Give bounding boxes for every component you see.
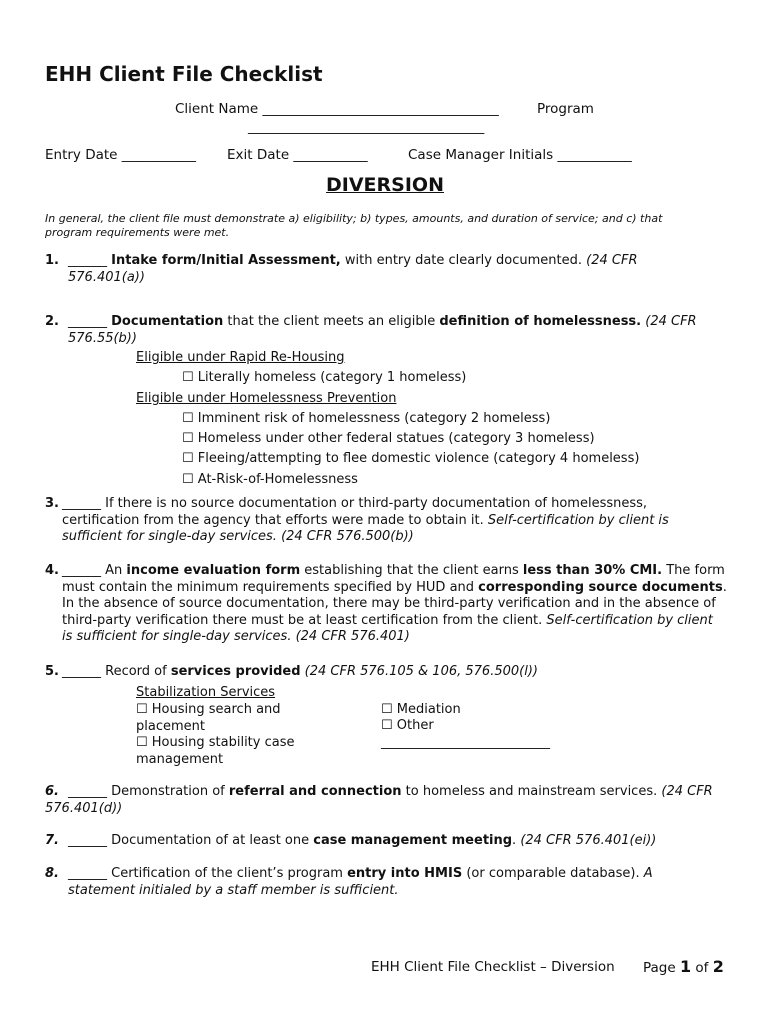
program-label: Program: [537, 101, 594, 117]
homelessness-prevention-label: Eligible under Homelessness Prevention: [136, 391, 397, 406]
item-number: 5.: [45, 664, 59, 679]
page-total: 2: [712, 957, 724, 976]
item-bold-text: Intake form/Initial Assessment,: [111, 253, 341, 268]
item-text: ______ Certification of the client’s program: [68, 866, 348, 881]
domestic-violence-checkbox[interactable]: ☐ Fleeing/attempting to flee domestic violence (category 4 homeless): [182, 451, 640, 466]
item-bold-text-2: less than 30% CMI.: [522, 563, 663, 578]
program-field[interactable]: ___________________________________: [248, 119, 485, 135]
item-citation: (24 CFR 576.55(b)): [68, 314, 697, 346]
item-text-2: establishing that the client earns: [300, 563, 523, 578]
rapid-rehousing-label: Eligible under Rapid Re-Housing: [136, 350, 345, 365]
client-name-field[interactable]: Client Name ___________________________________: [175, 101, 499, 117]
housing-stability-checkbox[interactable]: ☐ Housing stability case management: [136, 735, 295, 767]
page-title: EHH Client File Checklist: [45, 62, 323, 86]
mediation-checkbox[interactable]: ☐ Mediation: [381, 702, 461, 717]
item-text: ______ Demonstration of: [68, 784, 229, 799]
at-risk-checkbox[interactable]: ☐ At-Risk-of-Homelessness: [182, 472, 358, 487]
of-word: of: [695, 960, 709, 976]
item-number: 8.: [45, 866, 59, 881]
stabilization-services-label: Stabilization Services: [136, 685, 276, 700]
exit-date-field[interactable]: Exit Date ___________: [227, 147, 368, 163]
item-bold-text: referral and connection: [228, 784, 402, 799]
imminent-risk-checkbox[interactable]: ☐ Imminent risk of homelessness (category 2 homeless): [182, 411, 551, 426]
item-number: 6.: [45, 784, 59, 799]
item-citation: (24 CFR 576.401(d)): [45, 784, 713, 816]
item-text-4: . In the absence of source documentation, there may be third-party verification and in the absence of third-party verification there must be at least certification from the client.: [62, 579, 727, 628]
item-text-2: to homeless and mainstream services.: [401, 784, 662, 799]
item-bold-text: services provided: [170, 664, 301, 679]
item-text-2: .: [512, 833, 521, 848]
item-text: ______ If there is no source documentation or third-party documentation of homelessness, certification from the agency that efforts were made to obtain it.: [62, 496, 648, 528]
item-text-3: The form must contain the minimum requirements specified by HUD and: [62, 563, 725, 595]
federal-statutes-checkbox[interactable]: ☐ Homeless under other federal statues (category 3 homeless): [182, 431, 595, 446]
section-heading: DIVERSION: [326, 174, 444, 196]
item-italic-text: Self-certification by client is sufficient for single-day services. (24 CFR 576.500(b)): [62, 512, 669, 544]
item-blank[interactable]: ______: [68, 314, 107, 329]
item-blank[interactable]: ______: [68, 253, 107, 268]
item-bold-text-2: definition of homelessness.: [439, 314, 642, 329]
item-bold-text: entry into HMIS: [347, 866, 463, 881]
entry-date-field[interactable]: Entry Date ___________: [45, 147, 197, 163]
footer-page-number: [643, 957, 724, 976]
footer-doc-title: EHH Client File Checklist – Diversion: [371, 959, 615, 975]
item-citation: (24 CFR 576.401(a)): [68, 253, 638, 285]
item-bold-text: Documentation: [111, 314, 224, 329]
item-number: 2.: [45, 314, 59, 329]
page-current: 1: [679, 957, 692, 976]
literally-homeless-checkbox[interactable]: ☐ Literally homeless (category 1 homeless): [182, 370, 467, 385]
item-text: ______ An: [62, 563, 127, 578]
item-text: ______ Documentation of at least one: [68, 833, 314, 848]
other-blank-field[interactable]: __________________________: [381, 735, 550, 750]
item-number: 1.: [45, 253, 59, 268]
item-text: that the client meets an eligible: [223, 314, 440, 329]
case-manager-initials-field[interactable]: Case Manager Initials ___________: [408, 147, 632, 163]
item-italic-text: A statement initialed by a staff member is sufficient.: [68, 866, 653, 898]
item-number: 4.: [45, 563, 59, 578]
item-citation: (24 CFR 576.401(ei)): [520, 833, 657, 848]
item-number: 7.: [45, 833, 59, 848]
other-checkbox[interactable]: ☐ Other: [381, 718, 434, 733]
housing-search-checkbox[interactable]: ☐ Housing search and placement: [136, 702, 281, 734]
item-text: ______ Record of: [62, 664, 171, 679]
item-italic-text: Self-certification by client is sufficient for single-day services. (24 CFR 576.401): [62, 612, 713, 644]
page-word: Page: [643, 960, 676, 976]
item-text: with entry date clearly documented.: [340, 253, 587, 268]
intro-text: In general, the client file must demonstrate a) eligibility; b) types, amounts, and duration of service; and c) that program requirements were met.: [45, 212, 663, 239]
item-bold-text: income evaluation form: [126, 563, 301, 578]
item-text-2: (or comparable database).: [462, 866, 644, 881]
item-number: 3.: [45, 496, 59, 511]
item-citation: (24 CFR 576.105 & 106, 576.500(l)): [300, 664, 538, 679]
item-bold-text: case management meeting: [313, 833, 513, 848]
item-bold-text-3: corresponding source documents: [478, 579, 723, 595]
